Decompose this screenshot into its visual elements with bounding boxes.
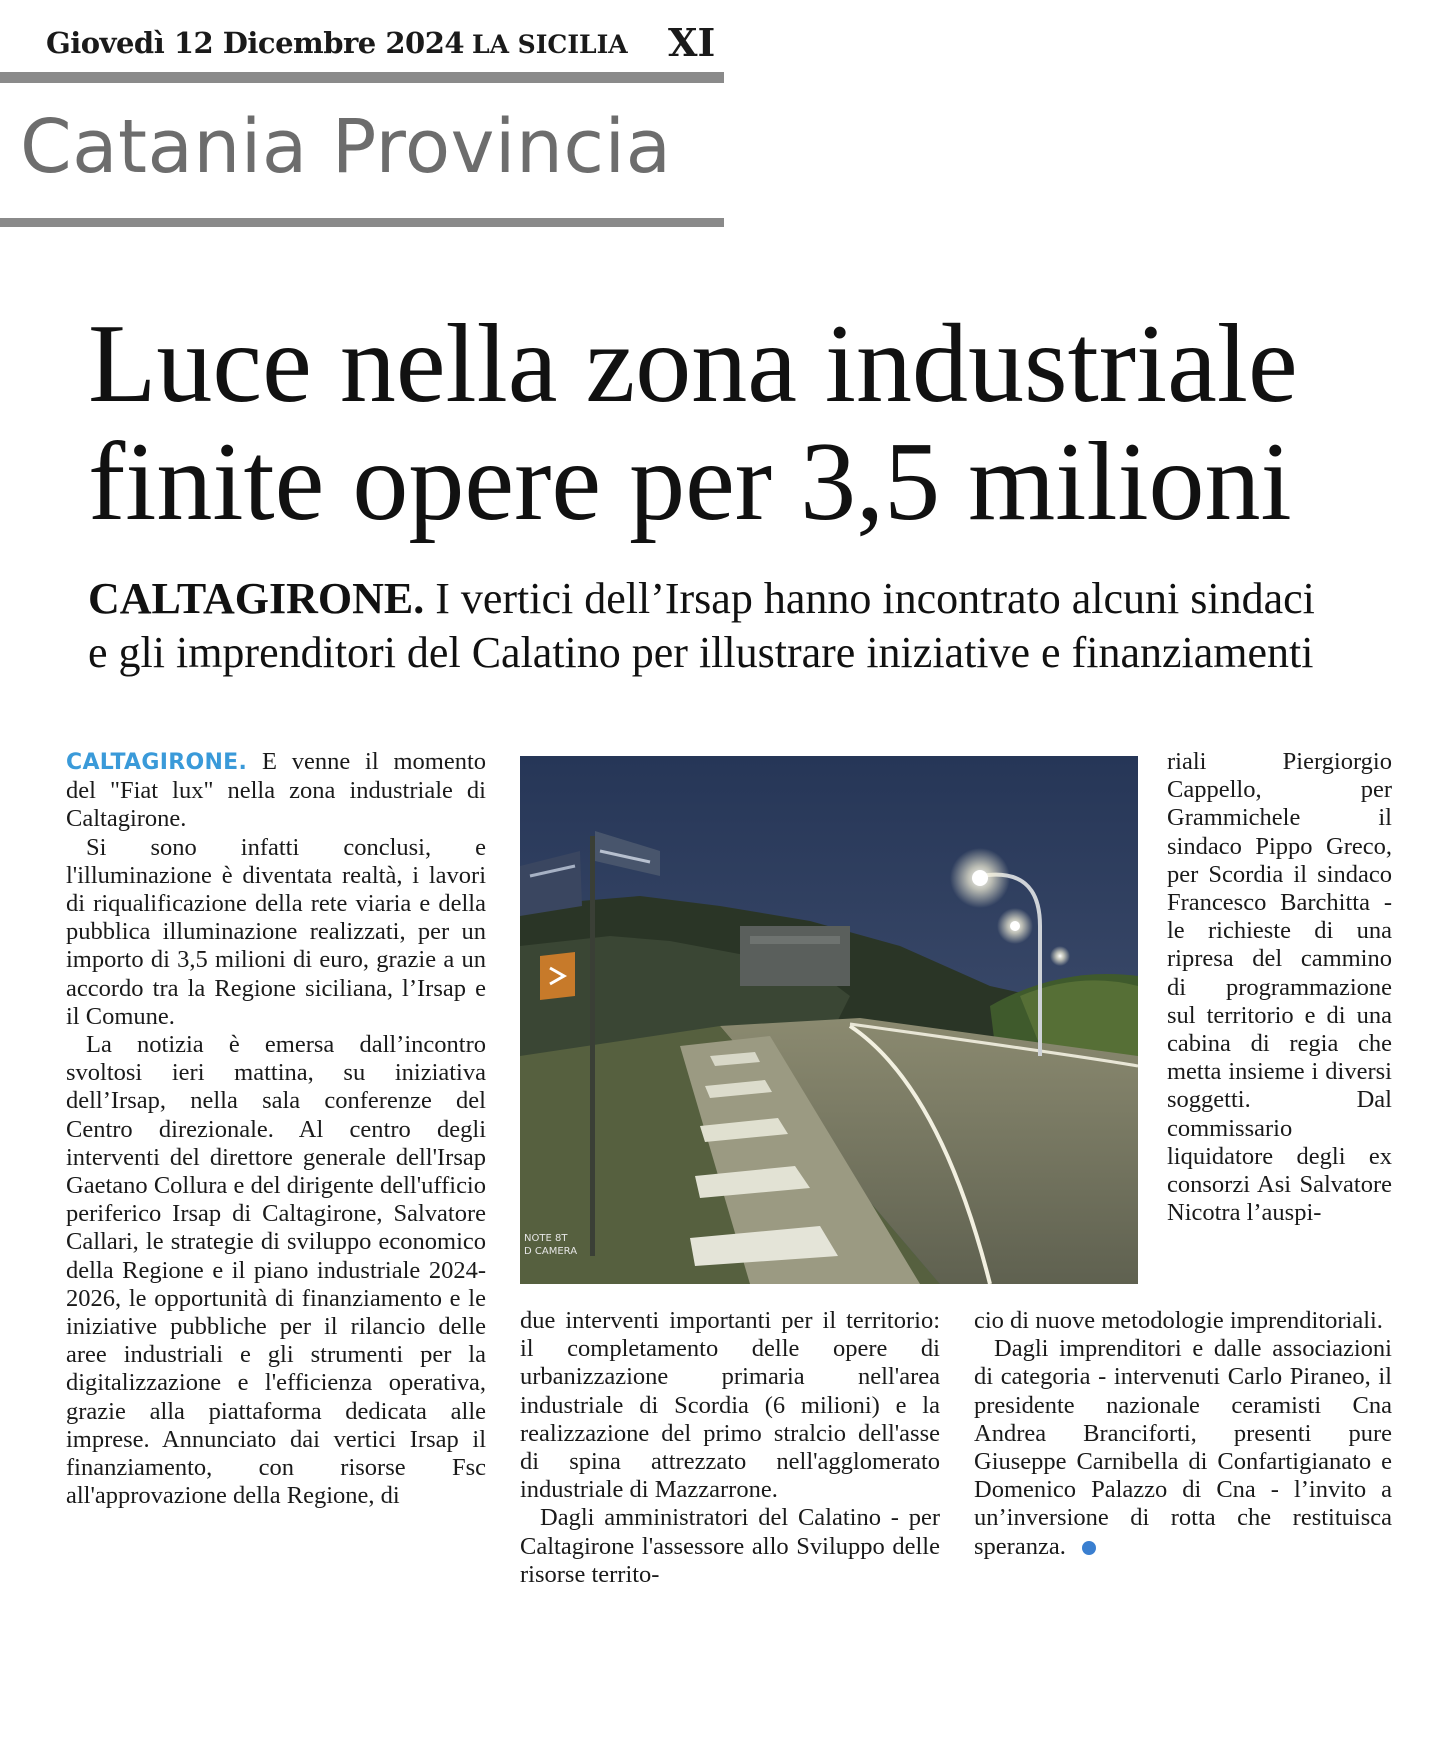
article-paragraph: riali Piergiorgio Cappello, per Grammichele il sindaco Pippo Greco, per Scordia il sindaco Francesco Barchitta - le richieste di una ripresa del cammino di programmazione sul territorio e di una cabina di regia che metta insieme i diversi soggetti. Dal commissario liquidatore degli ex consorzi Asi Salvatore Nicotra l’auspi-: [1167, 748, 1392, 1227]
subhead-line-1: [88, 572, 1418, 626]
end-of-article-dot-icon: [1082, 1541, 1096, 1555]
subhead-line-2: e gli imprenditori del Calatino per illustrare iniziative e finanziamenti: [88, 628, 1314, 677]
article-closing-text: Dagli imprenditori e dalle associazioni di categoria - intervenuti Carlo Piraneo, il presidente nazionale ceramisti Cna Andrea Branciforti, presenti pure Giuseppe Carnibella di Confartigianato e Domenico Palazzo di Cna - l’invito a un’inversione di rotta che restituisca speranza.: [974, 1335, 1392, 1560]
photo-credit: [524, 1232, 577, 1258]
article-paragraph: [974, 1335, 1392, 1561]
article-column-1: [66, 748, 486, 1510]
article-column-3-top: [1167, 748, 1392, 1227]
subhead-text-1: I vertici dell’Irsap hanno incontrato alcuni sindaci: [424, 574, 1315, 623]
night-road-illustration: [520, 756, 1138, 1284]
headline-line-1: Luce nella zona industriale: [88, 302, 1298, 426]
section-title: Catania Provincia: [20, 104, 672, 190]
article-lead: E venne il momento del "Fiat lux" nella zona industriale di Caltagirone.: [66, 748, 486, 833]
subheadline: [88, 572, 1418, 680]
headline: [88, 302, 1418, 544]
article-paragraph: Si sono infatti conclusi, e l'illuminazione è diventata realtà, i lavori di riqualificazione della rete viaria e della pubblica illuminazione realizzati, per un importo di 3,5 milioni di euro, grazie a un accordo tra la Regione siciliana, l’Irsap e il Comune.: [66, 833, 486, 1030]
masthead: [46, 22, 726, 68]
article-paragraph: cio di nuove metodologie imprenditoriali.: [974, 1307, 1383, 1334]
newspaper-name: LA SICILIA: [472, 30, 628, 59]
article-column-2: [520, 1307, 940, 1589]
article-paragraph: Dagli amministratori del Calatino - per Caltagirone l'assessore allo Sviluppo delle risorse territo-: [520, 1504, 940, 1588]
article-kicker: CALTAGIRONE.: [66, 750, 248, 775]
section-rule: [0, 218, 724, 227]
issue-date: Giovedì 12 Dicembre 2024: [46, 26, 465, 60]
article-paragraph: La notizia è emersa dall’incontro svoltosi ieri mattina, su iniziativa dell’Irsap, nella sala conferenze del Centro direzionale. Al centro degli interventi del direttore generale dell'Irsap Gaetano Collura e del dirigente dell'ufficio periferico Irsap di Caltagirone, Salvatore Callari, le strategie di sviluppo economico della Regione e il piano industriale 2024-2026, le opportunità di finanziamento e le iniziative pubbliche per il rilancio delle aree industriali e gli strumenti per la digitalizzazione e l'efficienza operativa, grazie alla piattaforma dedicata alle imprese. Annunciato dai vertici Irsap il finanziamento, con risorse Fsc all'approvazione della Regione, di: [66, 1031, 486, 1510]
article-paragraph: [66, 748, 486, 834]
photo-credit-line-2: D CAMERA: [524, 1246, 578, 1257]
headline-line-2: finite opere per 3,5 milioni: [88, 420, 1292, 544]
article-paragraph: due interventi importanti per il territorio: il completamento delle opere di urbanizzazione primaria nell'area industriale di Scordia (6 milioni) e la realizzazione del primo stralcio dell'asse di spina attrezzato nell'agglomerato industriale di Mazzarrone.: [520, 1307, 940, 1504]
page-number: XI: [668, 20, 716, 65]
subhead-kicker: CALTAGIRONE.: [88, 574, 425, 623]
article-column-3-bottom: [974, 1307, 1392, 1561]
article-photo: [520, 756, 1138, 1284]
photo-credit-line-1: NOTE 8T: [524, 1233, 568, 1244]
top-rule: [0, 72, 724, 83]
